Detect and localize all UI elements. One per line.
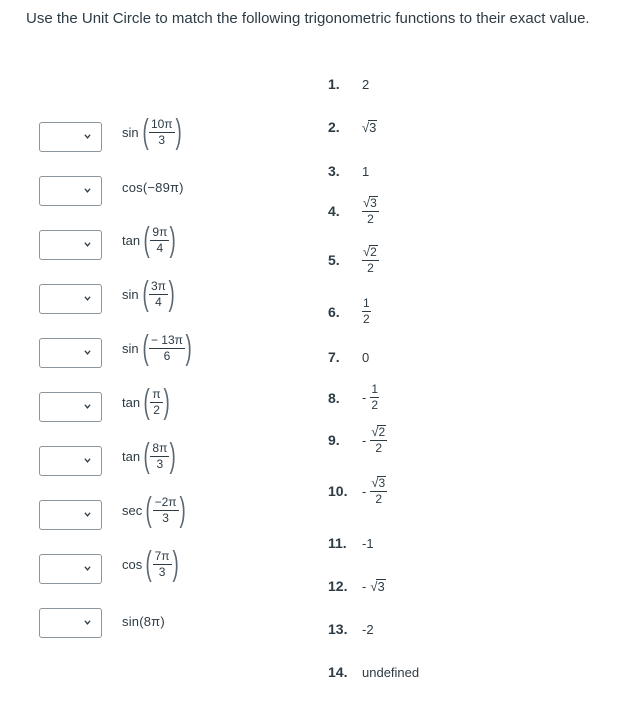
answer-number: 12. — [328, 578, 348, 594]
question-row — [0, 272, 320, 326]
answer-number: 9. — [328, 432, 340, 448]
numerator: 3π — [150, 278, 166, 293]
answer-item — [328, 119, 377, 135]
answer-item — [328, 578, 386, 594]
numerator: −2π — [154, 494, 177, 509]
trig-expression: cos ( $\frac{7\pi}{3}$ ) — [122, 545, 179, 583]
denominator: 3 — [158, 564, 166, 579]
question-row — [0, 542, 320, 596]
trig-expression: sin(8π) — [122, 614, 165, 629]
answer-number: 11. — [328, 535, 347, 551]
trig-expression: tan ( $\frac{9\pi}{4}$ ) — [122, 221, 177, 259]
chevron-down-icon — [84, 295, 91, 302]
denominator: 4 — [156, 240, 164, 255]
function-name: sin — [122, 340, 139, 356]
denominator: 4 — [155, 294, 162, 309]
chevron-down-icon — [84, 565, 91, 572]
function-name: sec — [122, 502, 143, 518]
numerator: − 13π — [150, 332, 183, 347]
instructions: Use the Unit Circle to match the following trigonometric functions to their exact value. — [26, 10, 590, 27]
answer-value: √ 2 2 — [363, 244, 377, 275]
function-name: sin — [122, 124, 139, 140]
answer-select[interactable] — [39, 392, 102, 422]
answer-item — [328, 664, 419, 680]
function-name: sin — [122, 286, 139, 302]
answer-value: -1 — [362, 535, 374, 551]
answer-value: - $\frac{1}{2}$ — [362, 382, 379, 412]
question-row — [0, 218, 320, 272]
answer-item — [328, 476, 387, 506]
answer-value: √ 3 — [362, 119, 377, 135]
question-row — [0, 434, 320, 488]
sqrt-icon: √ — [363, 195, 371, 210]
answer-number: 6. — [328, 303, 340, 320]
answer-number: 14. — [328, 664, 348, 680]
numerator: 8π — [152, 440, 168, 455]
question-row — [0, 326, 320, 380]
answer-item — [328, 297, 371, 326]
chevron-down-icon — [84, 457, 91, 464]
question-row — [0, 596, 320, 650]
trig-expression: sin ( $\frac{3\pi}{4}$ ) — [122, 275, 175, 313]
chevron-down-icon — [84, 403, 91, 410]
sqrt-icon: √ — [371, 424, 379, 439]
denominator: 3 — [156, 456, 164, 471]
question-row — [0, 380, 320, 434]
answer-item — [328, 163, 369, 179]
answer-item — [328, 535, 374, 551]
answer-item — [328, 196, 379, 226]
trig-expression: tan ( $\frac{\pi}{2}$ ) — [122, 383, 170, 421]
function-name: tan — [122, 232, 141, 248]
answer-item — [328, 76, 369, 92]
trig-expression: sec ( $\frac{-2\pi}{3}$ ) — [122, 491, 186, 529]
answer-select[interactable] — [39, 230, 102, 260]
answer-value: - √ 3 2 — [362, 475, 386, 506]
chevron-down-icon — [84, 619, 91, 626]
answer-number: 13. — [328, 621, 348, 637]
answer-select[interactable] — [39, 608, 102, 638]
trig-expression: tan ( $\frac{8\pi}{3}$ ) — [122, 437, 177, 475]
answer-item — [328, 621, 374, 637]
answer-item — [328, 245, 379, 275]
answer-value: - √ 2 2 — [362, 424, 386, 455]
function-name: tan — [122, 394, 141, 410]
answer-number: 4. — [328, 203, 340, 219]
sqrt-icon: √ — [363, 244, 371, 259]
function-name: tan — [122, 448, 141, 464]
denominator: 6 — [163, 348, 171, 363]
answer-select[interactable] — [39, 338, 102, 368]
answer-item — [328, 349, 369, 365]
answer-value: √ 3 2 — [363, 195, 377, 226]
answer-number: 10. — [328, 483, 348, 499]
denominator: 2 — [153, 402, 160, 417]
numerator: 7π — [154, 548, 170, 563]
answer-value: 2 — [362, 76, 370, 92]
chevron-down-icon — [84, 349, 91, 356]
answer-value: undefined — [362, 664, 420, 680]
answer-value: 0 — [362, 349, 370, 365]
trig-expression: cos(−89π) — [122, 180, 184, 195]
answer-select[interactable] — [39, 176, 102, 206]
answer-value: 1 — [362, 163, 370, 179]
chevron-down-icon — [84, 241, 91, 248]
numerator: 10π — [150, 116, 173, 131]
sqrt-icon: √ — [371, 475, 379, 490]
trig-expression: sin ( $\frac{- 13\pi}{6}$ ) — [122, 329, 192, 367]
answer-select[interactable] — [39, 284, 102, 314]
answer-number: 2. — [328, 119, 340, 135]
chevron-down-icon — [84, 133, 91, 140]
chevron-down-icon — [84, 511, 91, 518]
question-row — [0, 164, 320, 218]
function-name: cos — [122, 556, 143, 572]
question-row — [0, 488, 320, 542]
answer-number: 7. — [328, 349, 340, 365]
answer-select[interactable] — [39, 122, 102, 152]
answer-value: -2 — [362, 621, 374, 637]
sqrt-icon: √ — [370, 578, 378, 594]
denominator: 3 — [162, 510, 169, 525]
question-row — [0, 110, 320, 164]
denominator: 3 — [158, 132, 166, 147]
numerator: π — [152, 386, 161, 401]
numerator: 9π — [152, 224, 168, 239]
chevron-down-icon — [84, 187, 91, 194]
answer-number: 1. — [328, 76, 340, 92]
answer-number: 8. — [328, 389, 340, 406]
answer-item — [328, 383, 379, 412]
answer-item — [328, 425, 387, 455]
answer-select[interactable] — [39, 554, 102, 584]
answer-number: 3. — [328, 163, 340, 179]
trig-expression: sin ( $\frac{10\pi}{3}$ ) — [122, 113, 182, 151]
sqrt-icon: √ — [362, 119, 370, 135]
answer-value: $\frac{1}{2}$ — [363, 296, 370, 326]
answer-select[interactable] — [39, 500, 102, 530]
answer-number: 5. — [328, 252, 340, 268]
answer-select[interactable] — [39, 446, 102, 476]
answer-value: - √ 3 — [362, 578, 385, 594]
